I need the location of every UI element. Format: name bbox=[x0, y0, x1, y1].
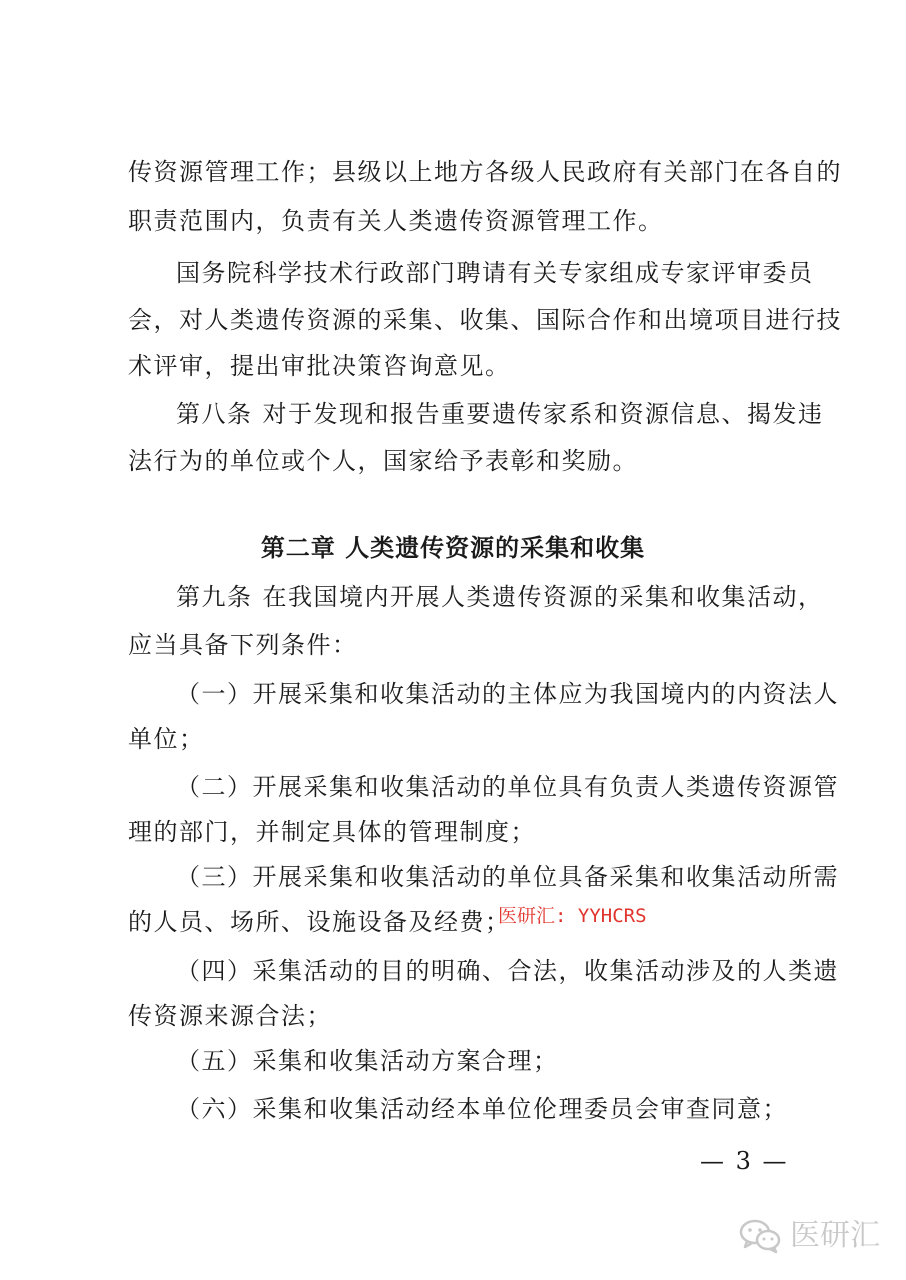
paragraph-line: 会，对人类遗传资源的采集、收集、国际合作和出境项目进行技 bbox=[128, 306, 842, 334]
paragraph-line: 术评审，提出审批决策咨询意见。 bbox=[128, 352, 511, 380]
paragraph-line: 国务院科学技术行政部门聘请有关专家组成专家评审委员 bbox=[176, 259, 814, 287]
list-item-line: （一）开展采集和收集活动的主体应为我国境内的内资法人 bbox=[176, 680, 839, 708]
list-item-line: 单位； bbox=[128, 725, 205, 753]
article-8-text: 对于发现和报告重要遗传家系和资源信息、揭发违 bbox=[262, 400, 824, 428]
brand-name: 医研汇 bbox=[790, 1218, 880, 1253]
list-item-line: 理的部门，并制定具体的管理制度； bbox=[128, 818, 536, 846]
list-item-line: 传资源来源合法； bbox=[128, 1002, 332, 1030]
brand-watermark bbox=[738, 1218, 880, 1254]
page-number: — 3 — bbox=[700, 1147, 789, 1175]
chapter-heading: 第二章 人类遗传资源的采集和收集 bbox=[260, 534, 646, 562]
article-9-label: 第九条 bbox=[176, 583, 253, 611]
list-item-line: （五）采集和收集活动方案合理； bbox=[176, 1047, 559, 1075]
paragraph-line: 职责范围内，负责有关人类遗传资源管理工作。 bbox=[128, 207, 664, 235]
list-item-line: 的人员、场所、设施设备及经费； bbox=[128, 908, 511, 936]
article-8-label: 第八条 bbox=[176, 400, 253, 428]
paragraph-line: 传资源管理工作；县级以上地方各级人民政府有关部门在各自的 bbox=[128, 158, 842, 186]
list-item-line: （六）采集和收集活动经本单位伦理委员会审查同意； bbox=[176, 1095, 788, 1123]
list-item-line: （三）开展采集和收集活动的单位具备采集和收集活动所需 bbox=[176, 863, 839, 891]
article-9-line bbox=[176, 580, 824, 614]
paragraph-line: 法行为的单位或个人，国家给予表彰和奖励。 bbox=[128, 447, 638, 475]
list-item-line: （四）采集活动的目的明确、合法，收集活动涉及的人类遗 bbox=[176, 957, 839, 985]
article-8-line bbox=[176, 397, 824, 431]
list-item-line: （二）开展采集和收集活动的单位具有负责人类遗传资源管 bbox=[176, 773, 839, 801]
article-9-text: 在我国境内开展人类遗传资源的采集和收集活动， bbox=[262, 583, 824, 611]
paragraph-line: 应当具备下列条件： bbox=[128, 631, 358, 659]
wechat-icon bbox=[738, 1218, 782, 1254]
watermark-text: 医研汇: YYHCRS bbox=[498, 905, 647, 927]
